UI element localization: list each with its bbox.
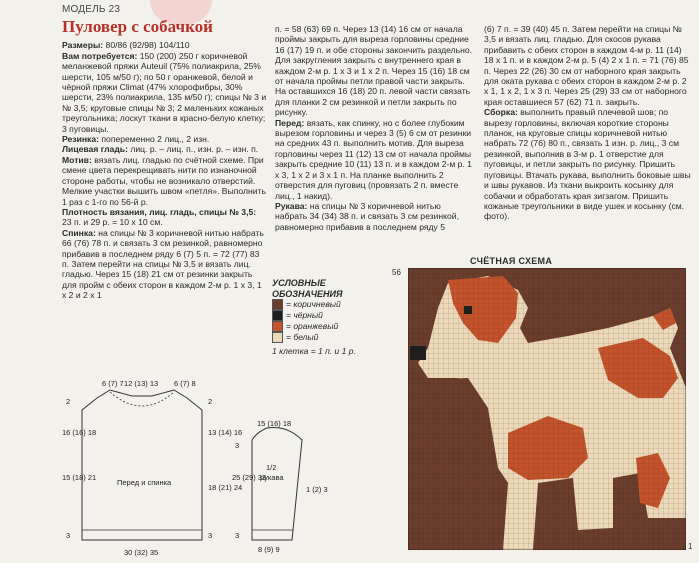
column-left: [62, 5, 267, 301]
top-width-measure: 12 (13) 13: [124, 380, 159, 388]
legend-item-brown: [272, 299, 402, 310]
legend-item-label: = белый: [286, 332, 319, 343]
back-text: на спицы № 3 коричневой нитью набрать 66 (76) 78 п. и связать 3 см резинкой, равномерно прибавив в последнем ряду 6 (7) 5 п. = 72 (77) 83 п. Затем перейти на спицы № 3,5 и вязать лиц. гладью. Через 15 (18) 21 см от резинки закрыть для пройм с обеих сторон в каждом 2-м р. 1 х 3, 1 х 2 и 2 х 1: [62, 227, 264, 301]
rib-paragraph: [62, 134, 267, 144]
left-mark-3: 15 (18) 21: [62, 473, 97, 482]
page-title: Пуловер с собачкой: [62, 17, 213, 37]
rib-label: Резинка:: [62, 134, 99, 145]
swatch-black: [272, 310, 283, 321]
row-label-top: 56: [392, 268, 401, 277]
legend-item-black: [272, 310, 402, 321]
right-mark-3: 18 (21) 24: [208, 483, 243, 492]
legend-item-orange: [272, 321, 402, 332]
sizes-text: 80/86 (92/98) 104/110: [103, 40, 190, 51]
sleeve-bottom-measure: 8 (9) 9: [258, 545, 280, 554]
front-back-label: Перед и спинка: [117, 478, 172, 487]
assembly-paragraph: [484, 107, 692, 221]
front-label: Перед:: [275, 117, 305, 128]
right-mark-4: 3: [208, 531, 213, 540]
sleeve-mark-1: 3: [235, 441, 240, 450]
motif-paragraph: [62, 155, 267, 207]
front-paragraph: [275, 118, 475, 201]
row-label-bottom: 1: [688, 542, 693, 551]
assembly-label: Сборка:: [484, 107, 518, 118]
motif-label: Мотив:: [62, 154, 92, 165]
legend-item-white: [272, 332, 402, 343]
yarn-paragraph: [62, 51, 267, 134]
yarn-text: 150 (200) 250 г коричневой меланжевой пряжи Auteuil (75% полиакрила, 25% шерсти, 105 м/50 г); по 50 г оранжевой, белой и чёрной пряжи Climat (47% хлорофибры, 30% шерсти, 23% полиакрила, 135 м/50 г); спицы № 3 и № 3,5; круговые спицы № 3; 2 маленьких кожаных треугольника; лоскут ткани в красно-белую клетку; 3 пуговицы.: [62, 50, 267, 134]
right-mark-1: 2: [208, 397, 213, 406]
density-paragraph: [62, 207, 267, 228]
neckline-dashed: [110, 392, 174, 406]
pattern-schematic: [62, 380, 392, 560]
sleeve-mark-3: 3: [235, 531, 240, 540]
face-label: Лицевая гладь:: [62, 144, 128, 155]
sizes-label: Размеры:: [62, 40, 104, 51]
sleeve-mark-2: 25 (29) 33: [232, 473, 267, 482]
sleeve-top-measure: 15 (16) 18: [257, 419, 292, 428]
counting-chart: [408, 268, 686, 550]
face-paragraph: [62, 144, 267, 154]
left-mark-2: 16 (16) 18: [62, 428, 97, 437]
rib-text: попеременно 2 лиц., 2 изн.: [99, 134, 210, 145]
sleeve-label-1: 1/2: [266, 463, 277, 472]
column-right: [484, 24, 692, 222]
face-text: лиц. р. – лиц. п., изн. р. – изн. п.: [127, 144, 259, 155]
yarn-label: Вам потребуется:: [62, 50, 138, 61]
back-label: Спинка:: [62, 227, 96, 238]
cell-note: 1 клетка = 1 п. и 1 р.: [272, 346, 356, 356]
left-mark-1: 2: [66, 397, 71, 406]
legend-item-label: = чёрный: [286, 310, 323, 321]
legend: [272, 278, 402, 356]
bottom-width-measure: 30 (32) 35: [124, 548, 159, 557]
sleeve-continued: (6) 7 п. = 39 (40) 45 п. Затем перейти на спицы № 3,5 и вязать лиц. гладью. Для скосов рукава прибавить с обеих сторон в каждом 4-м р. 11 (14) 18 х 1 п. и в каждом 2-м р. 5 (4) 2 х 1 п. = 71 (76) 85 п. Через 22 (26) 30 см от наборного края закрыть для оката рукава с обеих сторон в каждом 2-м р. 2 х 1, 1 х 2, 1 х 3 п. Через 25 (29) 33 см от наборного края оставшиеся 57 (62) 71 п. закрыть.: [484, 24, 689, 107]
neck-left-measure: 6 (7) 7: [102, 380, 124, 388]
density-text: 23 п. и 29 р. = 10 х 10 см.: [62, 217, 163, 228]
body-outline: [82, 390, 202, 540]
legend-item-label: = коричневый: [286, 299, 341, 310]
sleeve-label: Рукава:: [275, 200, 308, 211]
density-label: Плотность вязания, лиц. гладь, спицы № 3,5:: [62, 206, 257, 217]
swatch-white: [272, 332, 283, 343]
sleeve-text: на спицы № 3 коричневой нитью набрать 34 (34) 38 п. и связать 3 см резинкой, равномерно прибавив в последнем ряду 5: [275, 200, 459, 232]
swatch-brown: [272, 299, 283, 310]
sleeve-label-2: рукава: [260, 473, 284, 482]
swatch-orange: [272, 321, 283, 332]
legend-item-label: = оранжевый: [286, 321, 339, 332]
back-continued: п. = 58 (63) 69 п. Через 13 (14) 16 см от начала проймы закрыть для выреза горловины средние 16 (17) 19 п. и обе стороны закончить раздельно. Для закругления закрыть с внутреннего края в каждом 2-м р. 1 х 3 и 1 х 2 п. Через 15 (16) 18 см от начала проймы петли правой части закрыть. На оставшихся 16 (18) 20 п. левой части связать для планки 2 см резинкой и петли закрыть по рисунку.: [275, 24, 473, 118]
sizes-paragraph: [62, 40, 267, 50]
left-mark-4: 3: [66, 531, 71, 540]
sleeve-paragraph: [275, 201, 475, 232]
sleeve-mid-measure: 1 (2) 3: [306, 485, 328, 494]
column-middle: [275, 24, 475, 232]
chart-title: СЧЁТНАЯ СХЕМА: [470, 256, 553, 266]
right-mark-2: 13 (14) 16: [208, 428, 243, 437]
chart-grid: [408, 268, 686, 550]
legend-title-1: УСЛОВНЫЕ: [272, 278, 326, 288]
assembly-text: выполнить правый плечевой шов; по вырезу горловины, включая короткие стороны планок, на круговые спицы коричневой нитью набрать 72 (76) 80 п., связать 1 изн. р. лиц., 3 см резинкой, выполнив в 3-м р. 1 отверстие для пуговицы, и петли закрыть по рисунку. Пришить пуговицы. Втачать рукава, выполнить боковые швы и швы рукавов. Из ткани выкроить косынку для собачки и обработать края зигзагом. Пришить кожаные треугольники в виде ушек и косынку (см. фото).: [484, 107, 691, 222]
model-number: МОДЕЛЬ 23: [62, 4, 121, 15]
shoulder-measure: 6 (7) 8: [174, 380, 196, 388]
legend-title-2: ОБОЗНАЧЕНИЯ: [272, 288, 343, 299]
sleeve-outline: [252, 428, 302, 541]
back-paragraph: [62, 228, 267, 301]
front-text: вязать, как спинку, но с более глубоким вырезом горловины и через 3 (5) 6 см от резинки на средних 43 п. выполнить мотив. Для выреза горловины через 11 (12) 13 см от начала проймы закрыть средние 10 (11) 13 п. и в каждом 2-м р. 1 х 3, 1 х 2 и 3 х 1 п. На планке выполнить 2 отверстия для пуговиц (провязать 2 п. вместе лиц., 1 накид).: [275, 117, 472, 201]
motif-text: вязать лиц. гладью по счётной схеме. При смене цвета перекрещивать нити по изнаночной стороне работы, чтобы не возникало отверстий. Мелкие участки вышить швом «петля». Выполнить 1 раз с 1-го по 56-й р.: [62, 154, 266, 207]
